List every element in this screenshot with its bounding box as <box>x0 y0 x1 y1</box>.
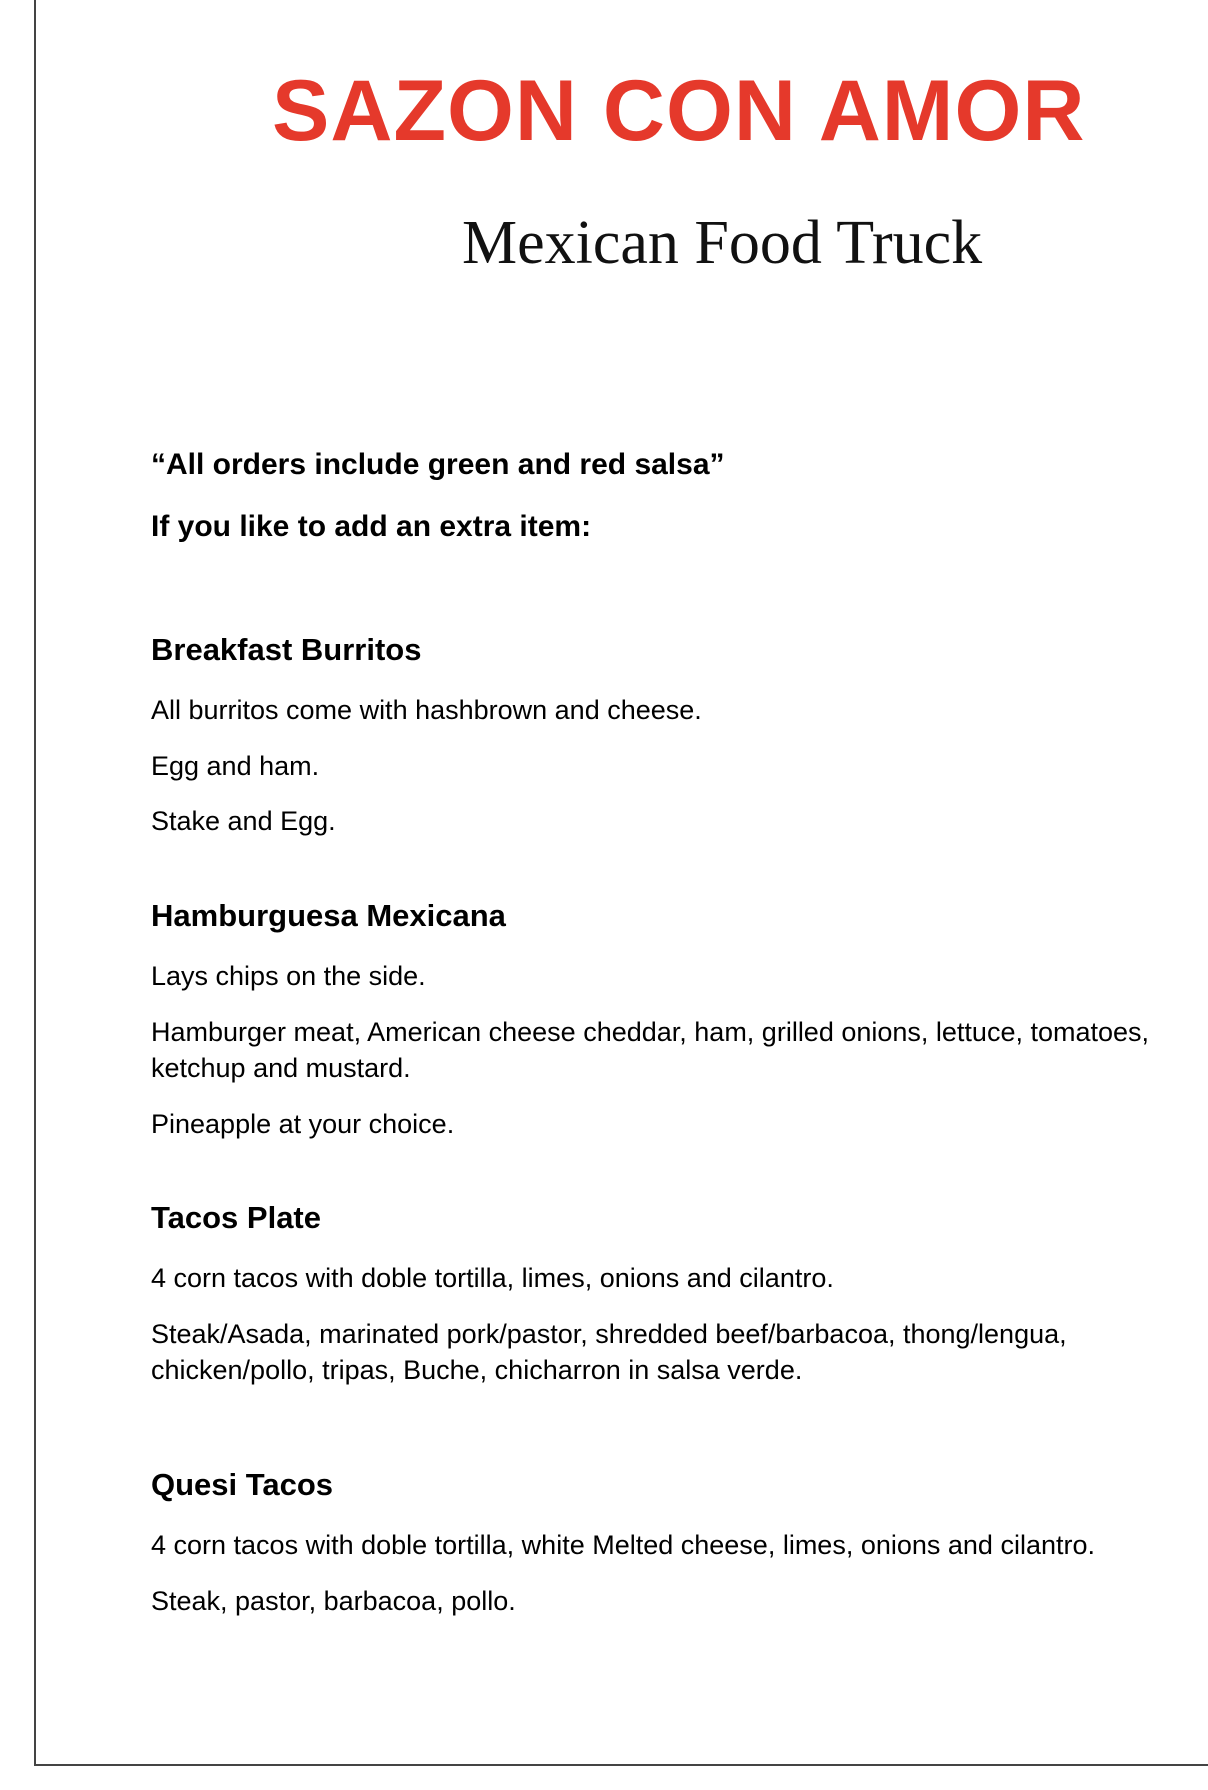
section-title-hamburguesa-mexicana: Hamburguesa Mexicana <box>151 898 506 933</box>
menu-line: Stake and Egg. <box>151 806 336 836</box>
menu-line: Lays chips on the side. <box>151 961 426 991</box>
page-subtitle: Mexican Food Truck <box>462 209 983 277</box>
menu-line: Egg and ham. <box>151 751 320 781</box>
section-title-tacos-plate: Tacos Plate <box>151 1200 322 1235</box>
section-title-quesi-tacos: Quesi Tacos <box>151 1467 334 1502</box>
menu-line: 4 corn tacos with doble tortilla, limes, onions and cilantro. <box>151 1263 834 1293</box>
menu-line: All burritos come with hashbrown and cheese. <box>151 695 702 725</box>
menu-line: 4 corn tacos with doble tortilla, white Melted cheese, limes, onions and cilantro. <box>151 1530 1095 1560</box>
menu-line: Pineapple at your choice. <box>151 1109 455 1139</box>
section-title-breakfast-burritos: Breakfast Burritos <box>151 632 422 667</box>
menu-line: Steak, pastor, barbacoa, pollo. <box>151 1586 516 1616</box>
salsa-note: “All orders include green and red salsa” <box>151 448 725 481</box>
menu-line: Hamburger meat, American cheese cheddar, ham, grilled onions, lettuce, tomatoes, ketchup and mustard. <box>151 1017 1150 1083</box>
extra-item-note: If you like to add an extra item: <box>151 510 592 543</box>
brand-title: SAZON CON AMOR <box>272 63 1086 159</box>
menu-line: Steak/Asada, marinated pork/pastor, shredded beef/barbacoa, thong/lengua, chicken/pollo, tripas, Buche, chicharron in salsa verde. <box>151 1319 1067 1385</box>
